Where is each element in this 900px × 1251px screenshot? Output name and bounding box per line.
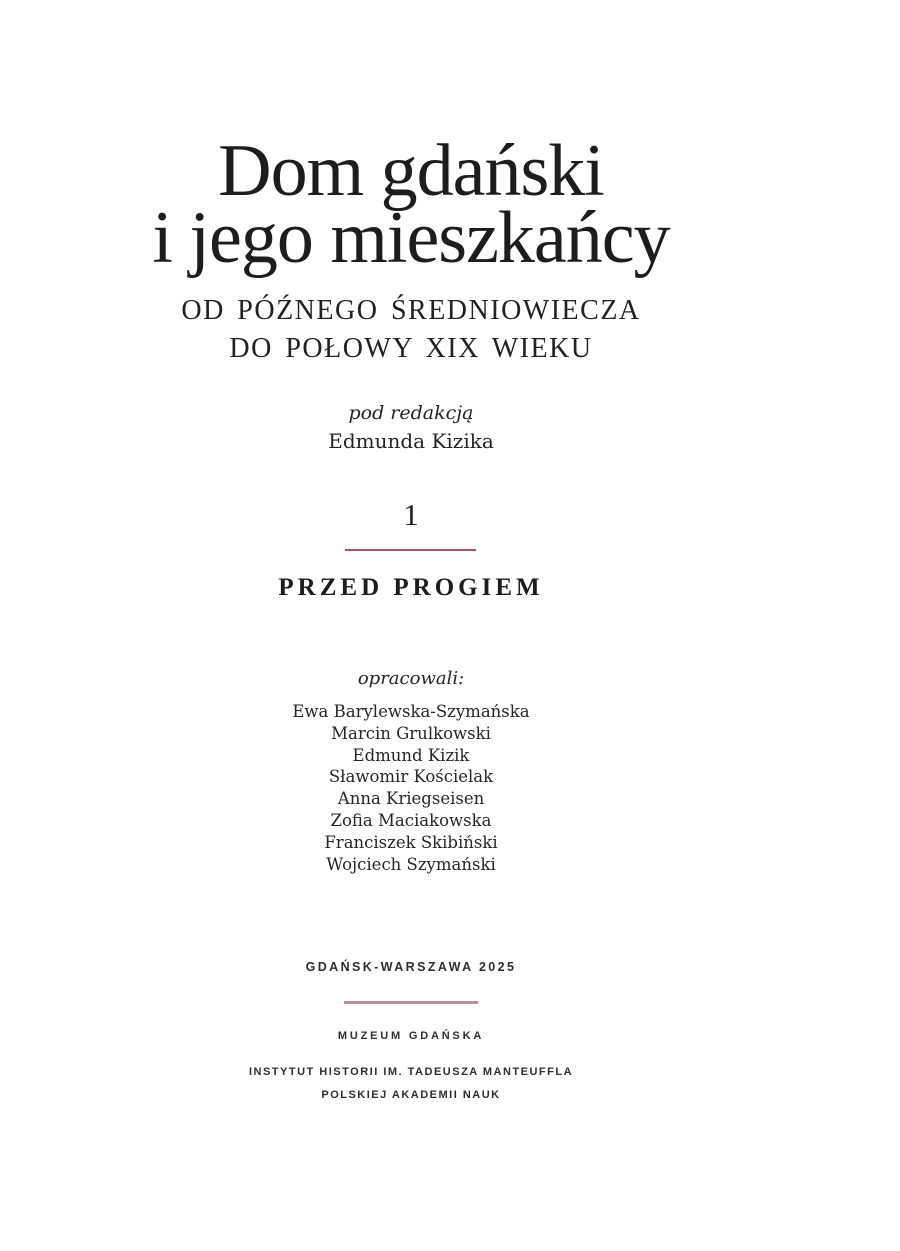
contributor-name: Zofia Maciakowska — [330, 810, 492, 830]
publisher-institute-line1: INSTYTUT HISTORII IM. TADEUSZA MANTEUFFLA — [248, 1066, 574, 1078]
editor-intro: pod redakcją — [348, 402, 474, 424]
contributor-name: Sławomir Kościelak — [328, 767, 494, 787]
editor-name: Edmunda Kizika — [328, 429, 494, 453]
contributor-name: Marcin Grulkowski — [331, 723, 491, 743]
contributor-name: Wojciech Szymański — [326, 854, 496, 874]
publisher-museum: MUZEUM GDAŃSKA — [337, 1030, 485, 1042]
book-subtitle-line1: OD PÓŹNEGO ŚREDNIOWIECZA — [181, 295, 641, 326]
publisher-institute — [0, 1061, 822, 1106]
contributor-name: Anna Kriegseisen — [337, 789, 485, 809]
contributors-intro: opracowali: — [357, 668, 465, 689]
book-title-line1: Dom gdański — [218, 130, 604, 212]
contributor-name: Ewa Barylewska-Szymańska — [292, 702, 530, 721]
book-title-line2: i jego mieszkańcy — [152, 197, 670, 279]
contributor-name: Franciszek Skibiński — [324, 832, 498, 852]
book-subtitle-line2: DO POŁOWY XIX WIEKU — [229, 333, 593, 364]
imprint-place-year: GDAŃSK-WARSZAWA 2025 — [305, 960, 517, 974]
publisher-institute-line2: POLSKIEJ AKADEMII NAUK — [321, 1088, 501, 1101]
volume-title: PRZED PROGIEM — [278, 574, 544, 601]
volume-number: 1 — [403, 497, 419, 532]
contributor-name: Edmund Kizik — [352, 745, 470, 765]
